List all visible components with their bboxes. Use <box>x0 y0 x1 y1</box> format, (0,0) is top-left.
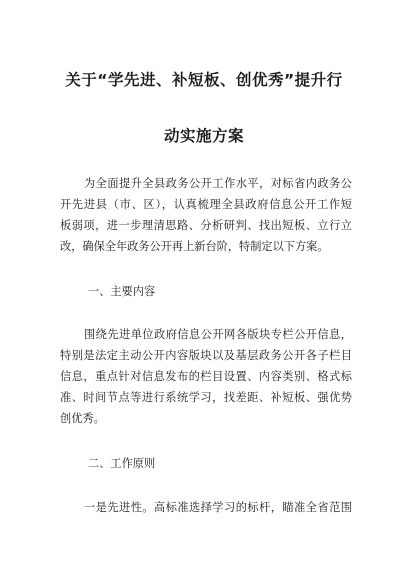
intro-paragraph <box>60 173 352 257</box>
document-title-line-1: 关于“学先进、补短板、创优秀”提升行 <box>65 71 343 89</box>
section-heading-work-principles: 二、工作原则 <box>88 457 156 470</box>
intro-line: 改，确保全年政务公开再上新台阶，特制定以下方案。 <box>60 240 329 253</box>
section1-line: 围绕先进单位政府信息公开网各版块专栏公开信息， <box>84 328 352 341</box>
section2-paragraph <box>60 497 352 518</box>
intro-line: 开先进县（市、区），认真梳理全县政府信息公开工作短 <box>60 198 352 211</box>
section1-line: 准、时间节点等进行系统学习，找差距、补短板、强优势 <box>60 391 352 404</box>
section2-line: 一是先进性。高标准选择学习的标杆，瞄准全省范围 <box>84 501 352 514</box>
section1-line: 创优秀。 <box>60 412 105 425</box>
intro-line: 板弱项，进一步理清思路、分析研判、找出短板、立行立 <box>60 219 352 232</box>
intro-line: 为全面提升全县政务公开工作水平，对标省内政务公 <box>84 177 352 190</box>
section-heading-main-content: 一、主要内容 <box>88 285 156 298</box>
section1-line: 特别是法定主动公开内容版块以及基层政务公开各子栏目 <box>60 349 352 362</box>
section1-paragraph <box>60 324 352 429</box>
document-title-line-2: 动实施方案 <box>163 127 244 145</box>
section1-line: 信息，重点针对信息发布的栏目设置、内容类别、格式标 <box>60 370 352 383</box>
